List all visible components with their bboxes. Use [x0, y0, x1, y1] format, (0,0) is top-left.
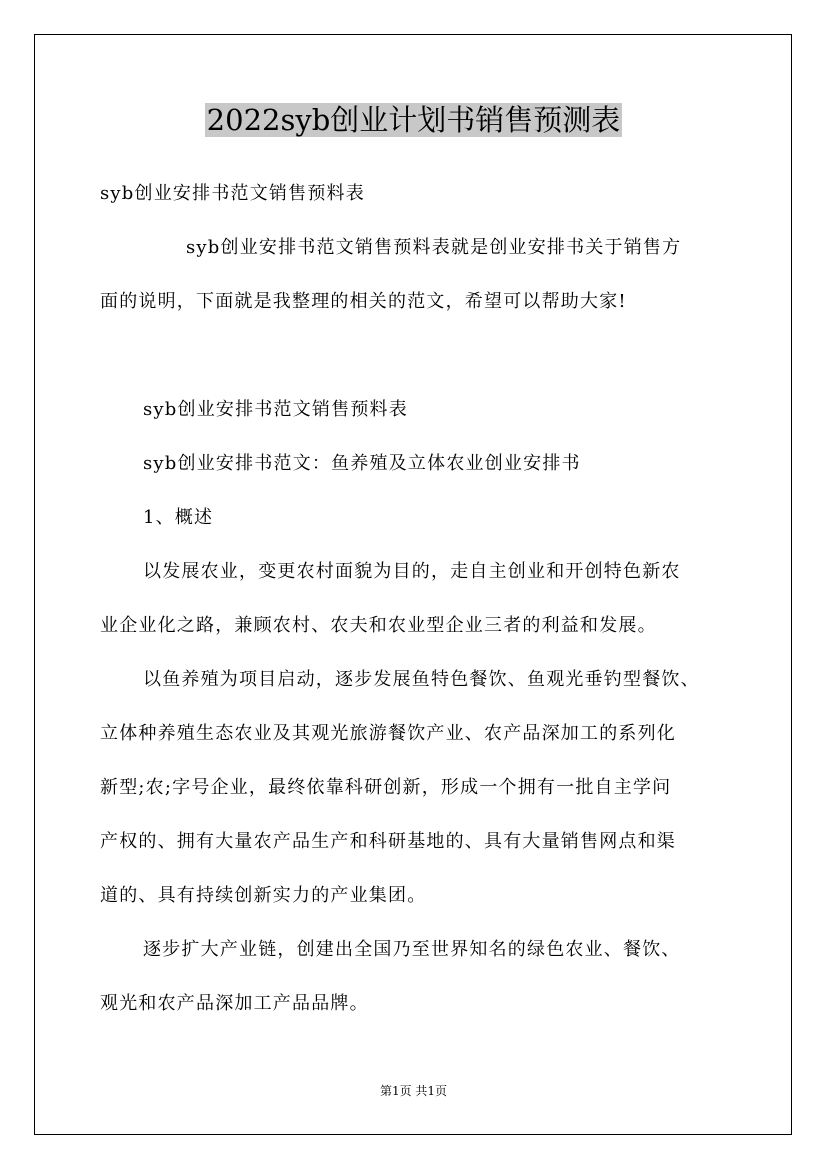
intro-line-1: syb创业安排书范文销售预料表就是创业安排书关于销售方	[186, 237, 682, 258]
intro-line-2: 面的说明，下面就是我整理的相关的范文，希望可以帮助大家!	[100, 291, 627, 312]
paragraph-3-line-1: 逐步扩大产业链，创建出全国乃至世界知名的绿色农业、餐饮、	[143, 939, 681, 960]
page-footer: 第1页 共1页	[379, 1084, 448, 1098]
paragraph-1-line-2: 业企业化之路，兼顾农村、农夫和农业型企业三者的利益和发展。	[100, 615, 657, 636]
paragraph-2-line-1: 以鱼养殖为项目启动，逐步发展鱼特色餐饮、鱼观光垂钓型餐饮、	[143, 669, 700, 690]
paragraph-2-line-2: 立体种养殖生态农业及其观光旅游餐饮产业、农产品深加工的系列化	[100, 723, 676, 744]
paragraph-2-line-4: 产权的、拥有大量农产品生产和科研基地的、具有大量销售网点和渠	[100, 831, 676, 852]
subheading: syb创业安排书范文：鱼养殖及立体农业创业安排书	[143, 453, 581, 474]
paragraph-3-line-2: 观光和农产品深加工产品品牌。	[100, 993, 369, 1014]
paragraph-2-line-5: 道的、具有持续创新实力的产业集团。	[100, 885, 427, 906]
paragraph-2-line-3: 新型;农;字号企业，最终依靠科研创新，形成一个拥有一批自主学问	[100, 777, 672, 798]
document-subtitle: syb创业安排书范文销售预料表	[100, 183, 365, 204]
document-title	[0, 98, 827, 142]
document-title-text: 2022syb创业计划书销售预测表	[206, 103, 621, 137]
overview-heading: 1、概述	[143, 507, 214, 528]
paragraph-1-line-1: 以发展农业，变更农村面貌为目的，走自主创业和开创特色新农	[143, 561, 681, 582]
section-heading: syb创业安排书范文销售预料表	[143, 399, 408, 420]
